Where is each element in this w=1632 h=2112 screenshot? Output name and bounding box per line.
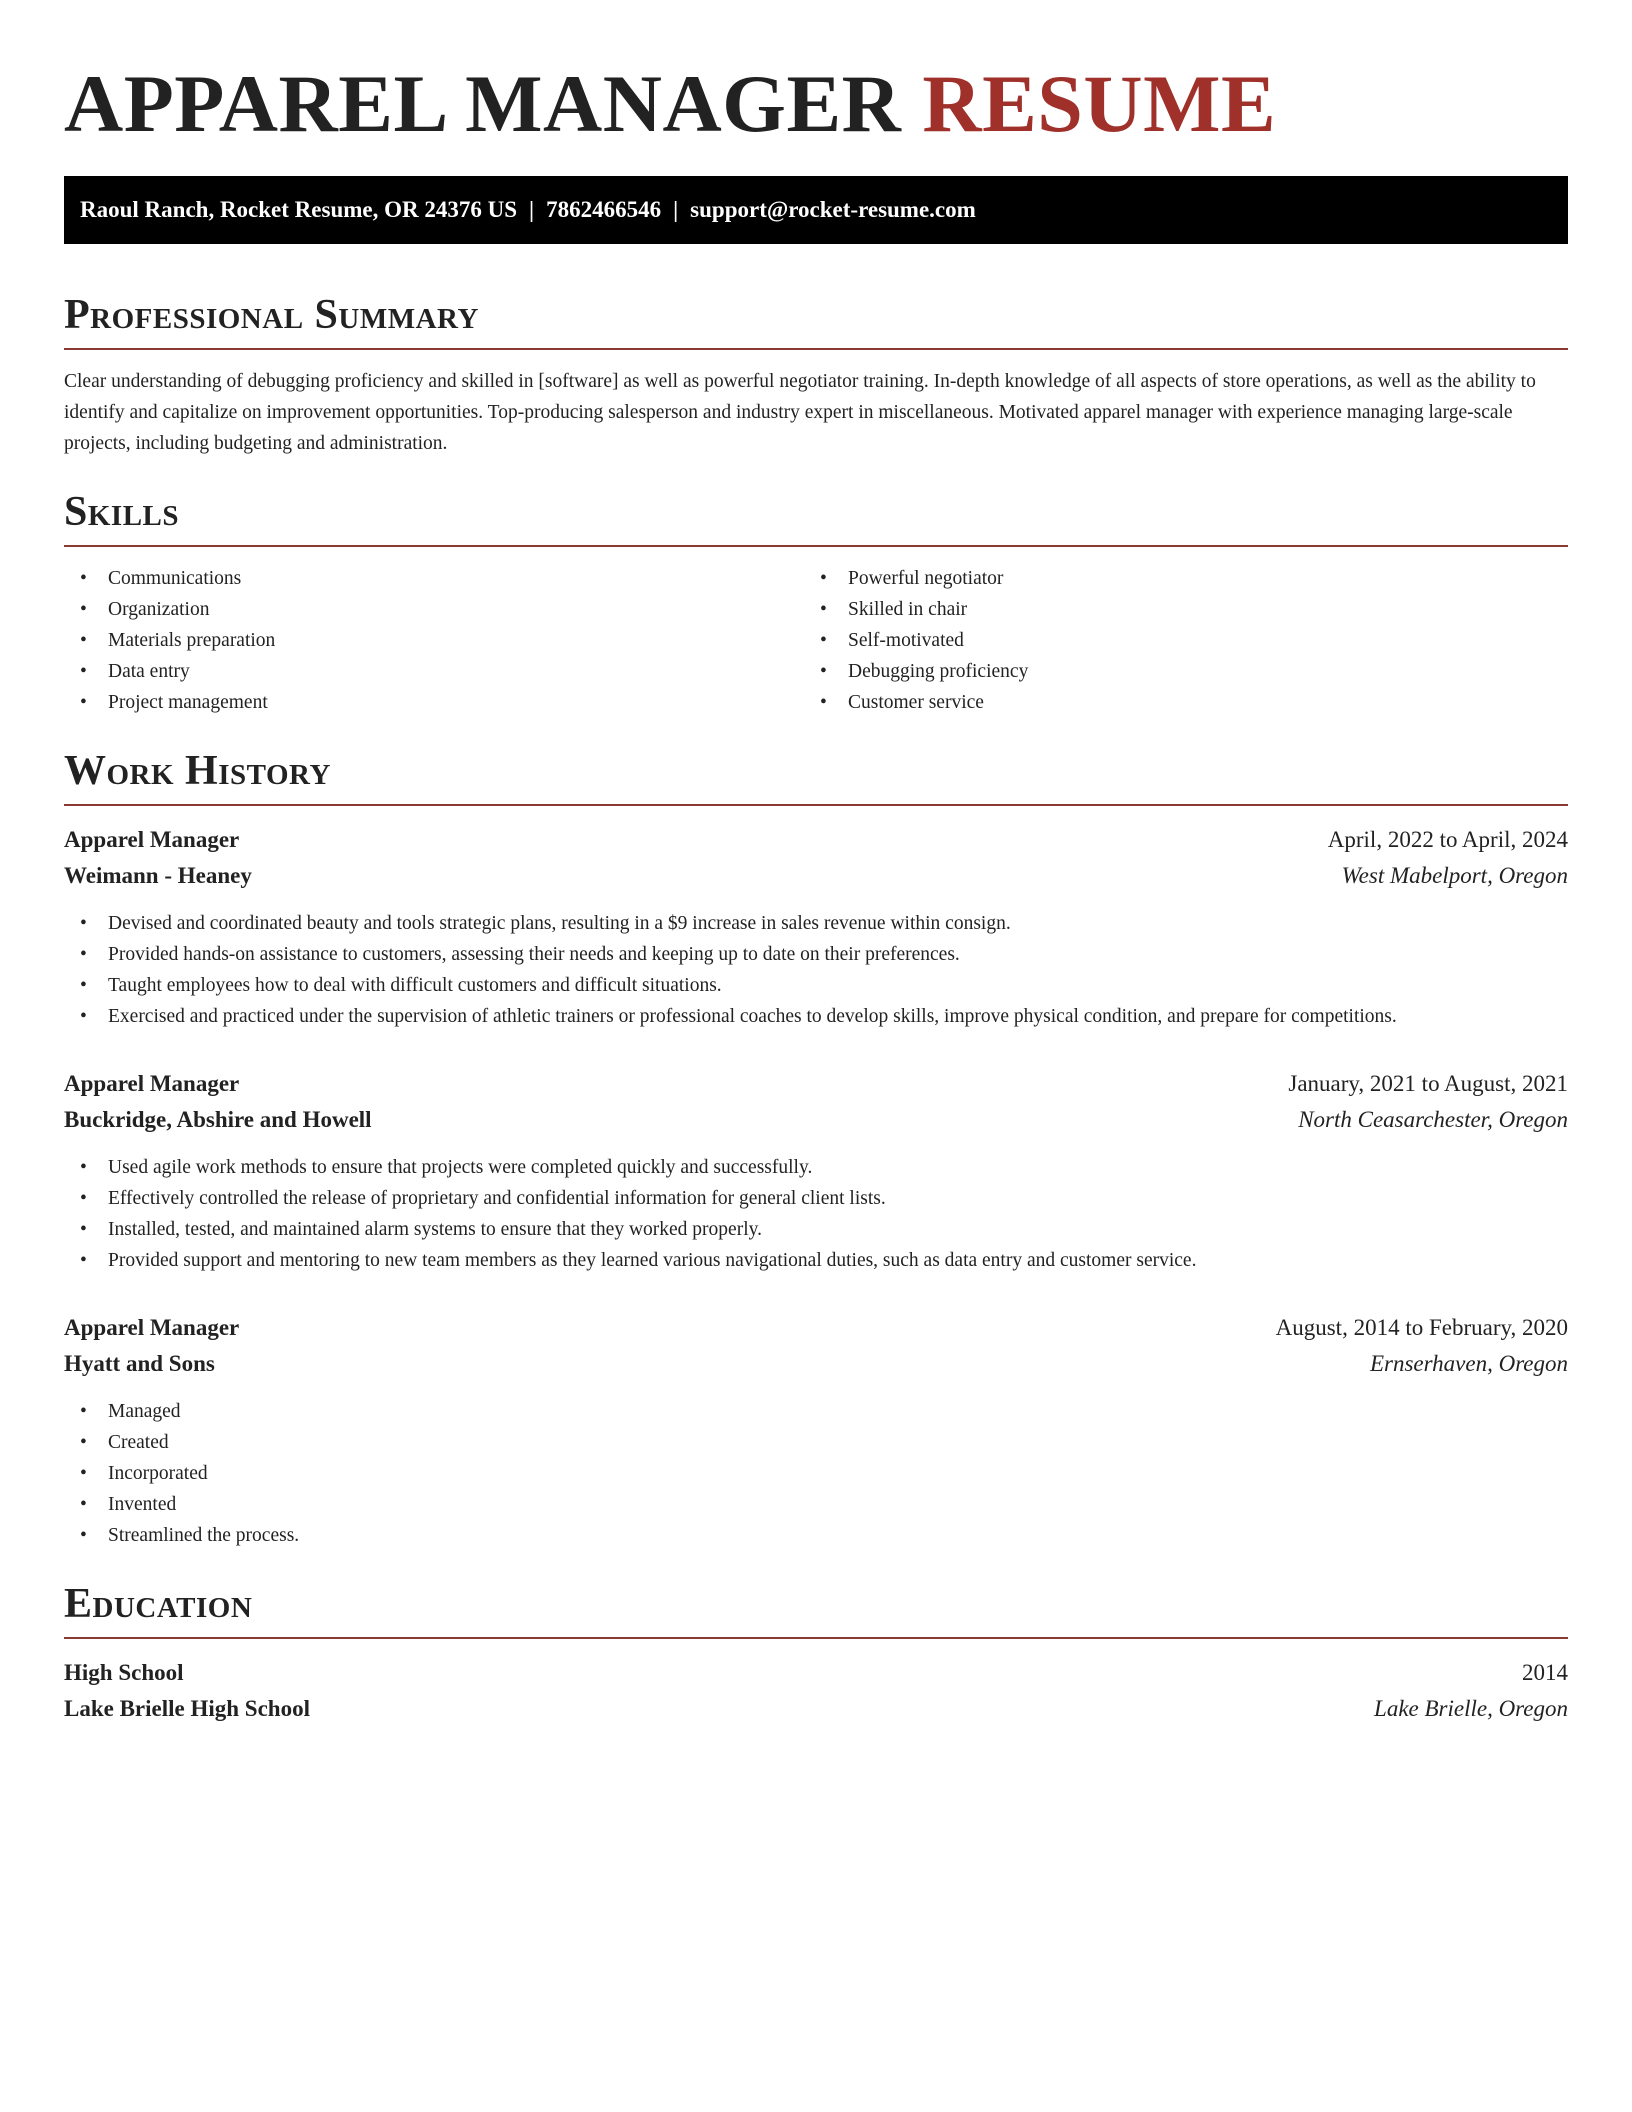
education-school-row (64, 1691, 1568, 1727)
job-dates: April, 2022 to April, 2024 (1327, 827, 1568, 852)
job-location: West Mabelport, Oregon (1341, 863, 1568, 888)
contact-email: support@rocket-resume.com (690, 197, 976, 222)
job-location: Ernserhaven, Oregon (1369, 1351, 1568, 1376)
skills-column-left (64, 563, 804, 718)
job-header-row (64, 1066, 1568, 1102)
education-year: 2014 (1522, 1660, 1568, 1685)
job-header-row (64, 1310, 1568, 1346)
summary-section (64, 288, 1568, 459)
job-company: Hyatt and Sons (64, 1351, 215, 1376)
job-bullet: • Exercised and practiced under the supervision of athletic trainers or professional coaches to develop skills, improve physical condition, and prepare for competitions. (64, 1001, 1568, 1032)
title-accent: RESUME (922, 58, 1277, 149)
job-title: Apparel Manager (64, 827, 240, 852)
skill-item: • Communications (64, 563, 804, 594)
job-bullet: • Invented (64, 1489, 1568, 1520)
title-main: APPAREL MANAGER (64, 58, 902, 149)
skills-column-right (804, 563, 1544, 718)
job-bullet: • Taught employees how to deal with difficult customers and difficult situations. (64, 970, 1568, 1001)
work-history-section (64, 744, 1568, 1551)
job-bullet: • Effectively controlled the release of proprietary and confidential information for general client lists. (64, 1183, 1568, 1214)
job-entry (64, 1310, 1568, 1551)
job-title: Apparel Manager (64, 1315, 240, 1340)
job-bullet: • Provided support and mentoring to new team members as they learned various navigational duties, such as data entry and customer service. (64, 1245, 1568, 1276)
job-bullets (64, 908, 1568, 1032)
job-bullet: • Devised and coordinated beauty and tools strategic plans, resulting in a $9 increase in sales revenue within consign. (64, 908, 1568, 939)
job-bullet: • Streamlined the process. (64, 1520, 1568, 1551)
education-location: Lake Brielle, Oregon (1374, 1696, 1568, 1721)
contact-separator: | (529, 197, 535, 222)
education-degree: High School (64, 1660, 184, 1685)
education-school: Lake Brielle High School (64, 1696, 310, 1721)
section-heading-summary: Professional Summary (64, 288, 1568, 350)
contact-phone: 7862466546 (546, 197, 662, 222)
skills-section (64, 485, 1568, 718)
skills-grid (64, 563, 1568, 718)
job-title: Apparel Manager (64, 1071, 240, 1096)
skill-item: • Materials preparation (64, 625, 804, 656)
education-section (64, 1577, 1568, 1727)
job-entry (64, 822, 1568, 1032)
skill-item: • Data entry (64, 656, 804, 687)
job-bullets (64, 1152, 1568, 1276)
skill-item: • Project management (64, 687, 804, 718)
job-company: Weimann - Heaney (64, 863, 252, 888)
job-entry (64, 1066, 1568, 1276)
skill-item: • Self-motivated (804, 625, 1544, 656)
job-bullet: • Managed (64, 1396, 1568, 1427)
skill-item: • Customer service (804, 687, 1544, 718)
job-bullet: • Incorporated (64, 1458, 1568, 1489)
job-bullet: • Provided hands-on assistance to customers, assessing their needs and keeping up to date on their preferences. (64, 939, 1568, 970)
skill-item: • Organization (64, 594, 804, 625)
skill-item: • Powerful negotiator (804, 563, 1544, 594)
job-bullet: • Used agile work methods to ensure that projects were completed quickly and successfully. (64, 1152, 1568, 1183)
job-company-row (64, 1346, 1568, 1382)
job-bullet: • Installed, tested, and maintained alarm systems to ensure that they worked properly. (64, 1214, 1568, 1245)
section-heading-skills: Skills (64, 485, 1568, 547)
job-location: North Ceasarchester, Oregon (1298, 1107, 1568, 1132)
job-company: Buckridge, Abshire and Howell (64, 1107, 372, 1132)
resume-page (64, 54, 1568, 1727)
contact-separator: | (673, 197, 679, 222)
job-company-row (64, 1102, 1568, 1138)
job-header-row (64, 822, 1568, 858)
job-dates: August, 2014 to February, 2020 (1275, 1315, 1568, 1340)
resume-title (64, 54, 1568, 154)
section-heading-work-history: Work History (64, 744, 1568, 806)
education-entry (64, 1655, 1568, 1727)
job-bullets (64, 1396, 1568, 1551)
summary-text: Clear understanding of debugging proficiency and skilled in [software] as well as powerful negotiator training. In-depth knowledge of all aspects of store operations, as well as the ability to identify and capitalize on improvement opportunities. Top-producing salesperson and industry expert in miscellaneous. Motivated apparel manager with experience managing large-scale projects, including budgeting and administration. (64, 371, 1536, 454)
section-heading-education: Education (64, 1577, 1568, 1639)
education-header-row (64, 1655, 1568, 1691)
skill-item: • Debugging proficiency (804, 656, 1544, 687)
skill-item: • Skilled in chair (804, 594, 1544, 625)
job-dates: January, 2021 to August, 2021 (1288, 1071, 1568, 1096)
job-company-row (64, 858, 1568, 894)
contact-address: Raoul Ranch, Rocket Resume, OR 24376 US (80, 197, 517, 222)
job-bullet: • Created (64, 1427, 1568, 1458)
contact-bar (64, 176, 1568, 244)
